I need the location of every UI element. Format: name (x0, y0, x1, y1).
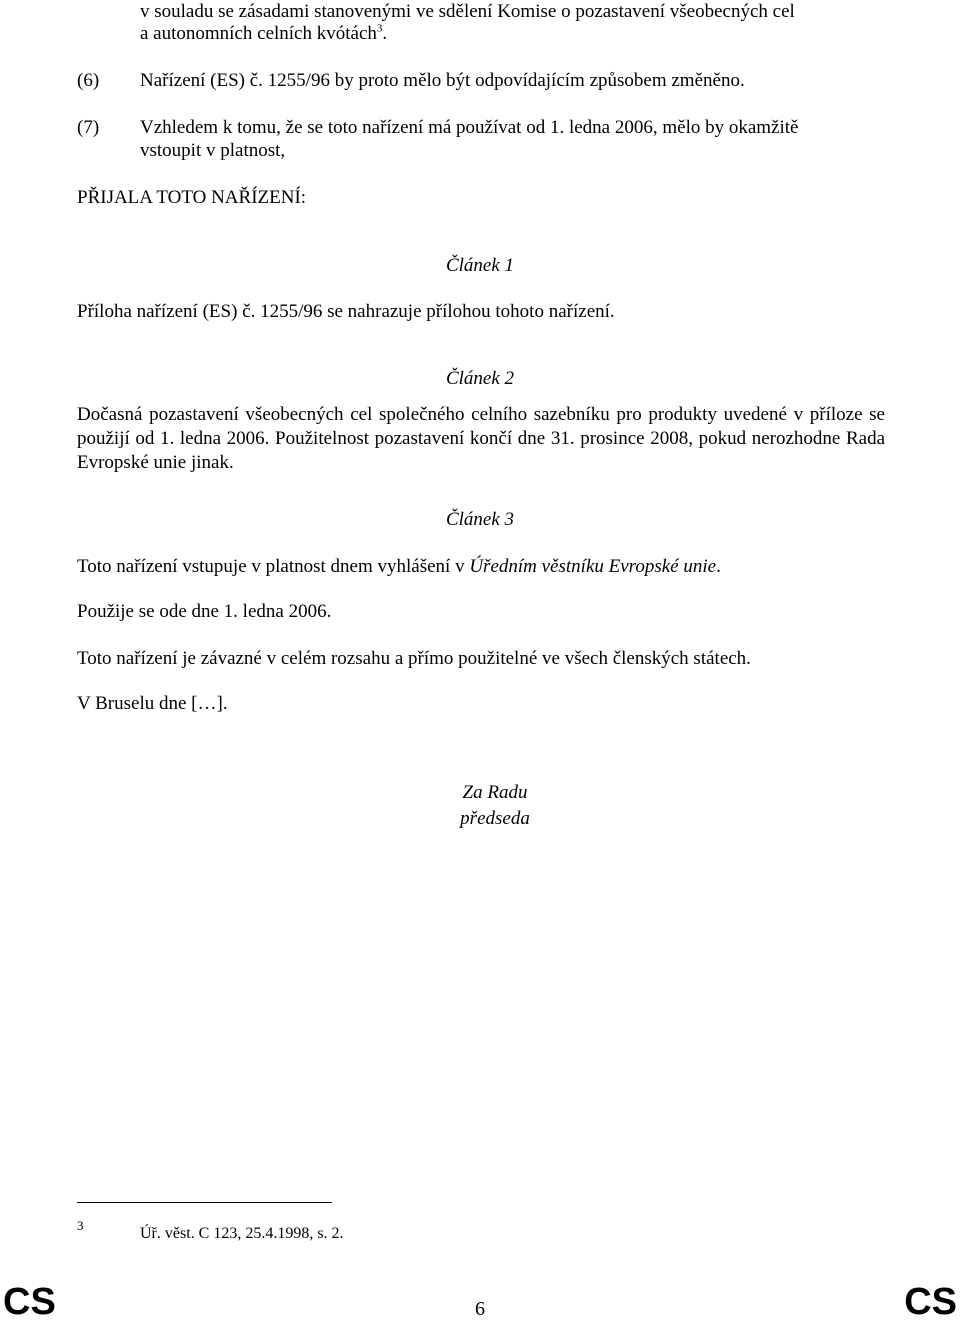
continuation-line-end: . (382, 23, 388, 44)
continuation-line: v souladu se zásadami stanovenými ve sdělení Komise o pozastavení všeobecných cel (140, 1, 795, 22)
recital-text: Vzhledem k tomu, že se toto nařízení má používat od 1. ledna 2006, mělo by okamžitě (140, 117, 799, 138)
signature-line: předseda (460, 808, 530, 829)
footnote-text: Úř. věst. C 123, 25.4.1998, s. 2. (140, 1225, 344, 1242)
article-1-text: Příloha nařízení (ES) č. 1255/96 se nahrazuje přílohou tohoto nařízení. (77, 301, 615, 322)
article-3-heading: Článek 3 (445, 509, 515, 530)
application-date: Použije se ode dne 1. ledna 2006. (77, 601, 332, 622)
recital-number: (7) (77, 117, 100, 138)
recital-text: Nařízení (ES) č. 1255/96 by proto mělo být odpovídajícím způsobem změněno. (140, 70, 745, 91)
article-3-text (77, 555, 721, 579)
article-2-text: Dočasná pozastavení všeobecných cel společného celního sazebníku pro produkty uvedené v příloze se použijí od 1. ledna 2006. Použitelnost pozastavení končí dne 31. prosince 2008, pokud nerozhodne Rada Evropské unie jinak. (77, 404, 885, 473)
footnote-separator (77, 1202, 332, 1203)
footnote-number: 3 (77, 1218, 84, 1233)
article-3-text-end: . (716, 556, 721, 577)
language-code-right: CS (904, 1281, 957, 1323)
footnote-reference: 3 (376, 22, 383, 35)
article-3-text-start: Toto nařízení vstupuje v platnost dnem vyhlášení v (77, 556, 470, 577)
place-and-date: V Bruselu dne […]. (77, 693, 228, 714)
signature-line: Za Radu (462, 782, 528, 803)
recital-text: vstoupit v platnost, (140, 140, 286, 161)
article-1-heading: Článek 1 (445, 255, 515, 276)
binding-clause: Toto nařízení je závazné v celém rozsahu a přímo použitelné ve všech členských státech. (77, 648, 751, 669)
language-code-left: CS (3, 1281, 56, 1323)
continuation-line (140, 22, 387, 46)
recital-number: (6) (77, 70, 100, 91)
official-journal-title: Úředním věstníku Evropské unie (469, 556, 717, 577)
continuation-line-text: a autonomních celních kvótách (140, 23, 377, 44)
adoption-formula: PŘIJALA TOTO NAŘÍZENÍ: (77, 187, 307, 208)
page-number: 6 (475, 1298, 485, 1320)
article-2-heading: Článek 2 (445, 368, 515, 389)
